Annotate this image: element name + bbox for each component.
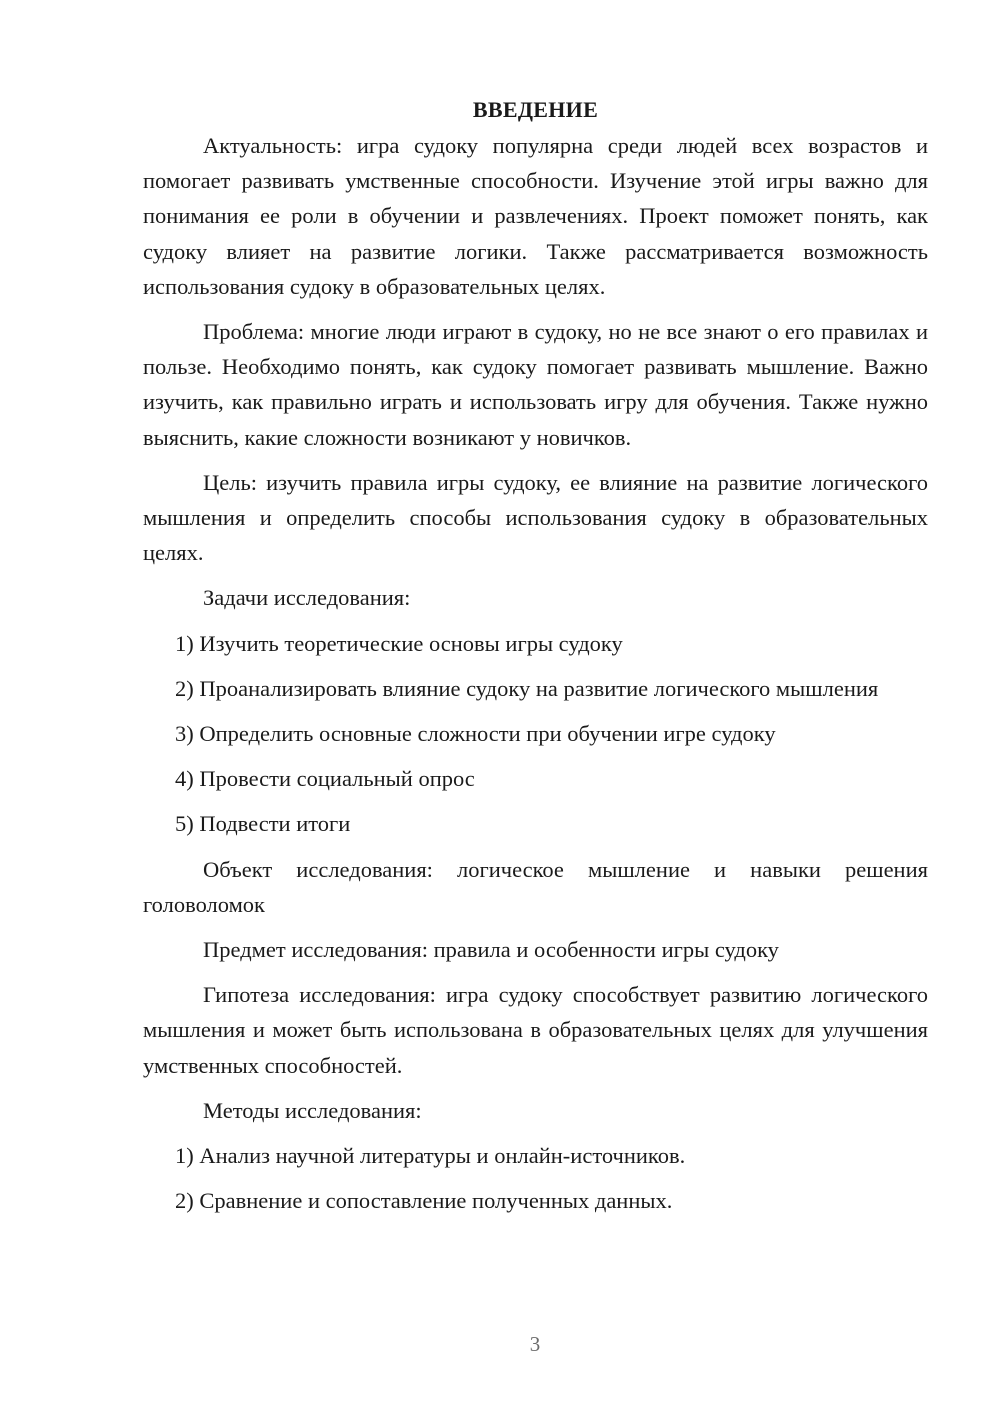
method-item-2: 2) Сравнение и сопоставление полученных данных. xyxy=(175,1188,673,1214)
methods-title: Методы исследования: xyxy=(203,1097,422,1123)
method-item-1: 1) Анализ научной литературы и онлайн-источников. xyxy=(175,1143,686,1169)
tasks-title: Задачи исследования: xyxy=(203,585,411,611)
task-item-3: 3) Определить основные сложности при обучении игре судоку xyxy=(175,721,776,747)
problem-paragraph: Проблема: многие люди играют в судоку, но не все знают о его правилах и пользе. Необходимо понять, как судоку помогает развивать мышление. Важно изучить, как правильно играть и использовать игру для обучения. Также нужно выяснить, какие сложности возникают у новичков. xyxy=(143,319,928,450)
task-item-5: 5) Подвести итоги xyxy=(175,811,351,837)
task-item-4: 4) Провести социальный опрос xyxy=(175,766,475,792)
relevance-paragraph: Актуальность: игра судоку популярна среди людей всех возрастов и помогает развивать умственные способности. Изучение этой игры важно для понимания ее роли в обучении и развлечениях. Проект поможет понять, как судоку влияет на развитие логики. Также рассматривается возможность использования судоку в образовательных целях. xyxy=(143,133,928,299)
task-item-1: 1) Изучить теоретические основы игры судоку xyxy=(175,630,623,656)
document-page xyxy=(143,92,928,1228)
section-heading: ВВЕДЕНИЕ xyxy=(472,97,599,122)
subject-paragraph: Предмет исследования: правила и особенности игры судоку xyxy=(203,937,779,963)
task-item-2: 2) Проанализировать влияние судоку на развитие логического мышления xyxy=(175,675,879,701)
goal-paragraph: Цель: изучить правила игры судоку, ее влияние на развитие логического мышления и определить способы использования судоку в образовательных целях. xyxy=(143,469,928,566)
hypothesis-paragraph: Гипотеза исследования: игра судоку способствует развитию логического мышления и может быть использована в образовательных целях для улучшения умственных способностей. xyxy=(143,982,928,1078)
page-number: 3 xyxy=(529,1332,541,1356)
object-paragraph: Объект исследования: логическое мышление и навыки решения головоломок xyxy=(143,856,928,917)
